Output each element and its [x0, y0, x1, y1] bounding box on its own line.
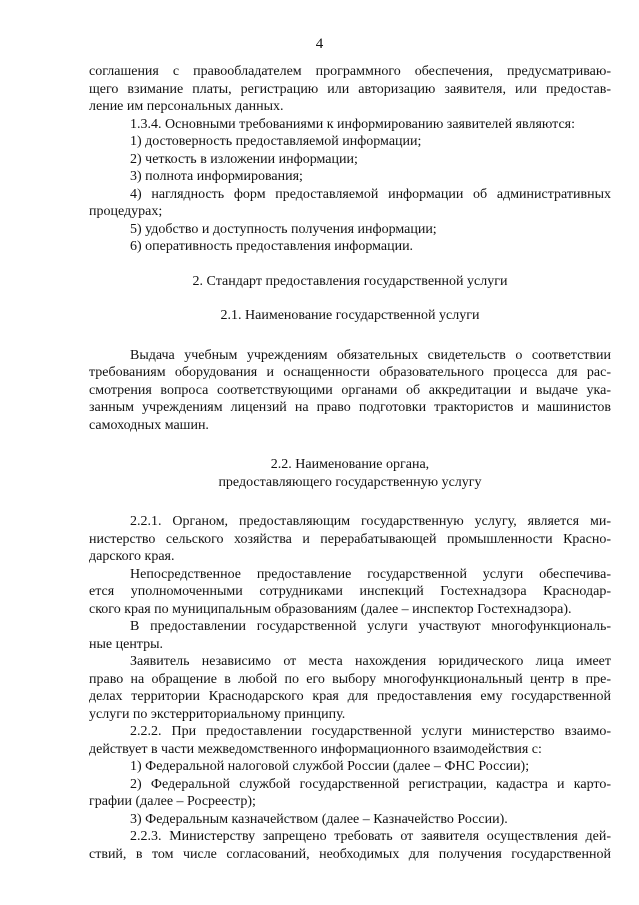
text-line: 1) достоверность предоставляемой информации; [130, 134, 422, 149]
text-line: 6) оперативность предоставления информации. [130, 239, 414, 254]
heading-line: 2. Стандарт предоставления государственной услуги [192, 273, 508, 289]
paragraph [89, 133, 611, 151]
paragraph [89, 758, 611, 776]
text-line: делах территории Краснодарского края для предоставления ему государственной [89, 689, 611, 704]
text-line: 5) удобство и доступность получения информации; [130, 221, 437, 237]
paragraph [89, 116, 611, 134]
text-line: ствий, в том числе согласований, необходимых для получения государственной [89, 846, 611, 862]
text-line: 1.3.4. Основными требованиями к информированию заявителей являются: [130, 116, 576, 132]
text-line: Выдача учебным учреждениям обязательных свидетельств о соответствии [130, 347, 611, 363]
paragraph [89, 63, 611, 116]
text-line: В предоставлении государственной услуги участвуют многофункциональ- [130, 619, 611, 634]
paragraph [89, 828, 611, 863]
text-line: 2) четкость в изложении информации; [130, 151, 358, 167]
paragraph [89, 238, 611, 256]
text-line: нистерство сельского хозяйства и перерабатывающей промышленности Красно- [89, 531, 611, 547]
paragraph [89, 513, 611, 566]
paragraph [89, 618, 611, 653]
spacer [89, 256, 611, 273]
text-line: Заявитель независимо от места нахождения юридического лица имеет [130, 654, 611, 669]
paragraph [89, 186, 611, 221]
paragraph [89, 221, 611, 239]
text-line: процедурах; [89, 204, 163, 219]
text-line: самоходных машин. [89, 417, 209, 433]
text-line: 3) Федеральным казначейством (далее – Казначейство России). [130, 811, 508, 827]
paragraph [89, 347, 611, 435]
text-line: ные центры. [89, 636, 164, 652]
heading-line: предоставляющего государственную услугу [218, 474, 482, 490]
heading-line: 2.2. Наименование органа, [270, 457, 430, 472]
paragraph [89, 723, 611, 758]
page-number: 4 [315, 36, 324, 52]
text-line: 2.2.3. Министерству запрещено требовать от заявителя осуществления дей- [130, 829, 611, 844]
section-heading [89, 273, 611, 291]
text-line: 4) наглядность форм предоставляемой информации об административных [130, 186, 611, 202]
text-line: ского края по муниципальным образованиям (далее – инспектор Гостехнадзора). [89, 601, 572, 617]
paragraph [89, 151, 611, 169]
paragraph [89, 776, 611, 811]
text-line: 2.2.1. Органом, предоставляющим государственную услугу, является ми- [130, 514, 611, 529]
paragraph [89, 566, 611, 619]
text-line: дарского края. [89, 549, 175, 564]
paragraph [89, 168, 611, 186]
text-line: смотрения вопроса соответствующими органами об аккредитации и выдаче ука- [89, 382, 611, 398]
spacer [89, 325, 611, 347]
spacer [89, 434, 611, 456]
text-line: занным учреждениям лицензий на право подготовки трактористов и машинистов [89, 400, 611, 415]
paragraph [89, 811, 611, 829]
text-line: требованиям оборудования и оснащенности образовательного процесса для рас- [89, 365, 611, 380]
text-line: Непосредственное предоставление государственной услуги обеспечива- [130, 566, 611, 582]
spacer [89, 290, 611, 307]
heading-line: 2.1. Наименование государственной услуги [220, 308, 480, 323]
text-line: щего взимание платы, регистрацию или авторизацию заявителя, или предостав- [89, 81, 611, 97]
paragraph [89, 653, 611, 723]
text-line: право на обращение в любой по его выбору многофункциональный центр в пре- [89, 671, 611, 687]
section-heading [89, 307, 611, 325]
text-line: 1) Федеральной налоговой службой России (далее – ФНС России); [130, 759, 530, 774]
text-line: ется уполномоченными сотрудниками инспекций Гостехнадзора Краснодар- [89, 584, 611, 599]
text-line: 3) полнота информирования; [130, 169, 303, 184]
document-body [89, 63, 611, 863]
text-line: ление им персональных данных. [89, 99, 284, 114]
text-line: 2) Федеральной службой государственной регистрации, кадастра и карто- [130, 776, 611, 792]
text-line: действует в части межведомственного информационного взаимодействия с: [89, 741, 542, 757]
text-line: графии (далее – Росреестр); [89, 794, 256, 809]
spacer [89, 491, 611, 513]
text-line: соглашения с правообладателем программного обеспечения, предусматриваю- [89, 64, 611, 79]
section-heading [89, 456, 611, 491]
text-line: услуги по экстерриториальному принципу. [89, 706, 346, 722]
text-line: 2.2.2. При предоставлении государственной услуги министерство взаимо- [130, 724, 611, 739]
